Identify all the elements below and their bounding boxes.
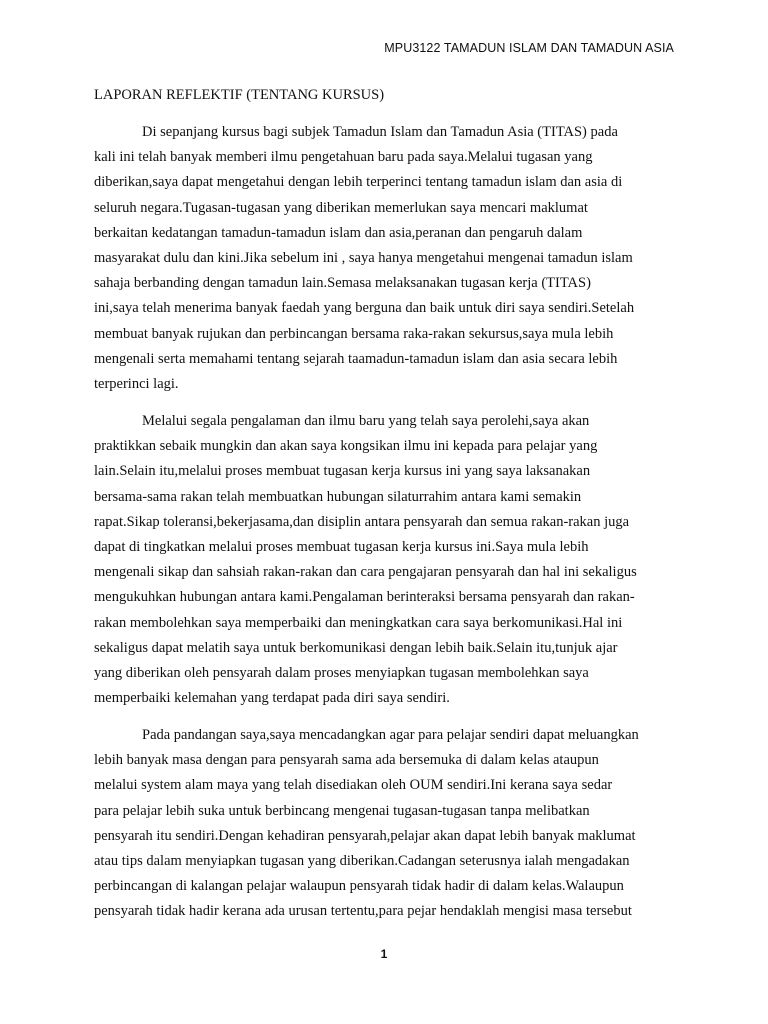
paragraph-text (94, 409, 674, 711)
text-line: diberikan,saya dapat mengetahui dengan lebih terperinci tentang tamadun islam dan asia di (94, 174, 623, 191)
text-line: kali ini telah banyak memberi ilmu pengetahuan baru pada saya.Melalui tugasan yang (94, 149, 593, 166)
text-line: membuat banyak rujukan dan perbincangan bersama raka-rakan sekursus,saya mula lebih (94, 325, 614, 342)
text-line: ini,saya telah menerima banyak faedah yang berguna dan baik untuk diri saya sendiri.Setelah (94, 300, 635, 317)
page-number: 1 (380, 947, 388, 961)
paragraph-text (94, 120, 674, 397)
text-line: rapat.Sikap toleransi,bekerjasama,dan disiplin antara pensyarah dan semua rakan-rakan juga (94, 513, 630, 530)
text-line: mengukuhkan hubungan antara kami.Pengalaman berinteraksi bersama pensyarah dan rakan- (94, 589, 635, 606)
text-line: perbincangan di kalangan pelajar walaupun pensyarah tidak hadir di dalam kelas.Walaupun (94, 878, 624, 895)
text-line: pensyarah itu sendiri.Dengan kehadiran pensyarah,pelajar akan dapat lebih banyak maklumat (94, 827, 636, 844)
paragraph-1 (94, 120, 674, 397)
text-line: lebih banyak masa dengan para pensyarah sama ada bersemuka di dalam kelas ataupun (94, 752, 599, 769)
text-line: atau tips dalam menyiapkan tugasan yang diberikan.Cadangan seterusnya ialah mengadakan (94, 853, 630, 870)
text-line: dapat di tingkatkan melalui proses membuat tugasan kerja kursus ini.Saya mula lebih (94, 539, 589, 556)
paragraph-text (94, 723, 674, 925)
text-line: sekaligus dapat melatih saya untuk berkomunikasi dengan lebih baik.Selain itu,tunjuk ajar (94, 639, 618, 656)
text-line: mengenali serta memahami tentang sejarah taamadun-tamadun islam dan asia secara lebih (94, 350, 618, 367)
text-line: melalui system alam maya yang telah disediakan oleh OUM sendiri.Ini kerana saya sedar (94, 777, 613, 794)
text-line: Pada pandangan saya,saya mencadangkan agar para pelajar sendiri dapat meluangkan (142, 727, 639, 743)
text-line: terperinci lagi. (94, 376, 179, 393)
text-line: pensyarah tidak hadir kerana ada urusan tertentu,para pejar hendaklah mengisi masa tersebut (94, 903, 632, 920)
text-line: sahaja berbanding dengan tamadun lain.Semasa melaksanakan tugasan kerja (TITAS) (94, 275, 591, 292)
text-line: berkaitan kedatangan tamadun-tamadun islam dan asia,peranan dan pengaruh dalam (94, 224, 583, 241)
paragraph-2 (94, 409, 674, 711)
text-line: praktikkan sebaik mungkin dan akan saya kongsikan ilmu ini kepada para pelajar yang (94, 438, 598, 455)
text-line: bersama-sama rakan telah membuatkan hubungan silaturrahim antara kami semakin (94, 488, 582, 505)
text-line: masyarakat dulu dan kini.Jika sebelum ini , saya hanya mengetahui mengenai tamadun islam (94, 250, 633, 267)
text-line: seluruh negara.Tugasan-tugasan yang diberikan memerlukan saya mencari maklumat (94, 199, 588, 216)
text-line: Di sepanjang kursus bagi subjek Tamadun Islam dan Tamadun Asia (TITAS) pada (142, 124, 618, 140)
text-line: mengenali sikap dan sahsiah rakan-rakan dan cara pengajaran pensyarah dan hal ini sekaligus (94, 564, 637, 581)
text-line: yang diberikan oleh pensyarah dalam proses menyiapkan tugasan membolehkan saya (94, 665, 589, 682)
text-line: memperbaiki kelemahan yang terdapat pada diri saya sendiri. (94, 690, 450, 707)
text-line: rakan membolehkan saya memperbaiki dan meningkatkan cara saya berkomunikasi.Hal ini (94, 614, 623, 631)
running-header: MPU3122 TAMADUN ISLAM DAN TAMADUN ASIA (384, 41, 674, 55)
text-line: lain.Selain itu,melalui proses membuat tugasan kerja kursus ini yang saya laksanakan (94, 463, 591, 480)
text-line: para pelajar lebih suka untuk berbincang mengenai tugasan-tugasan tanpa melibatkan (94, 802, 590, 819)
document-title: LAPORAN REFLEKTIF (TENTANG KURSUS) (94, 87, 385, 103)
paragraph-3 (94, 723, 674, 925)
text-line: Melalui segala pengalaman dan ilmu baru yang telah saya perolehi,saya akan (142, 413, 590, 429)
